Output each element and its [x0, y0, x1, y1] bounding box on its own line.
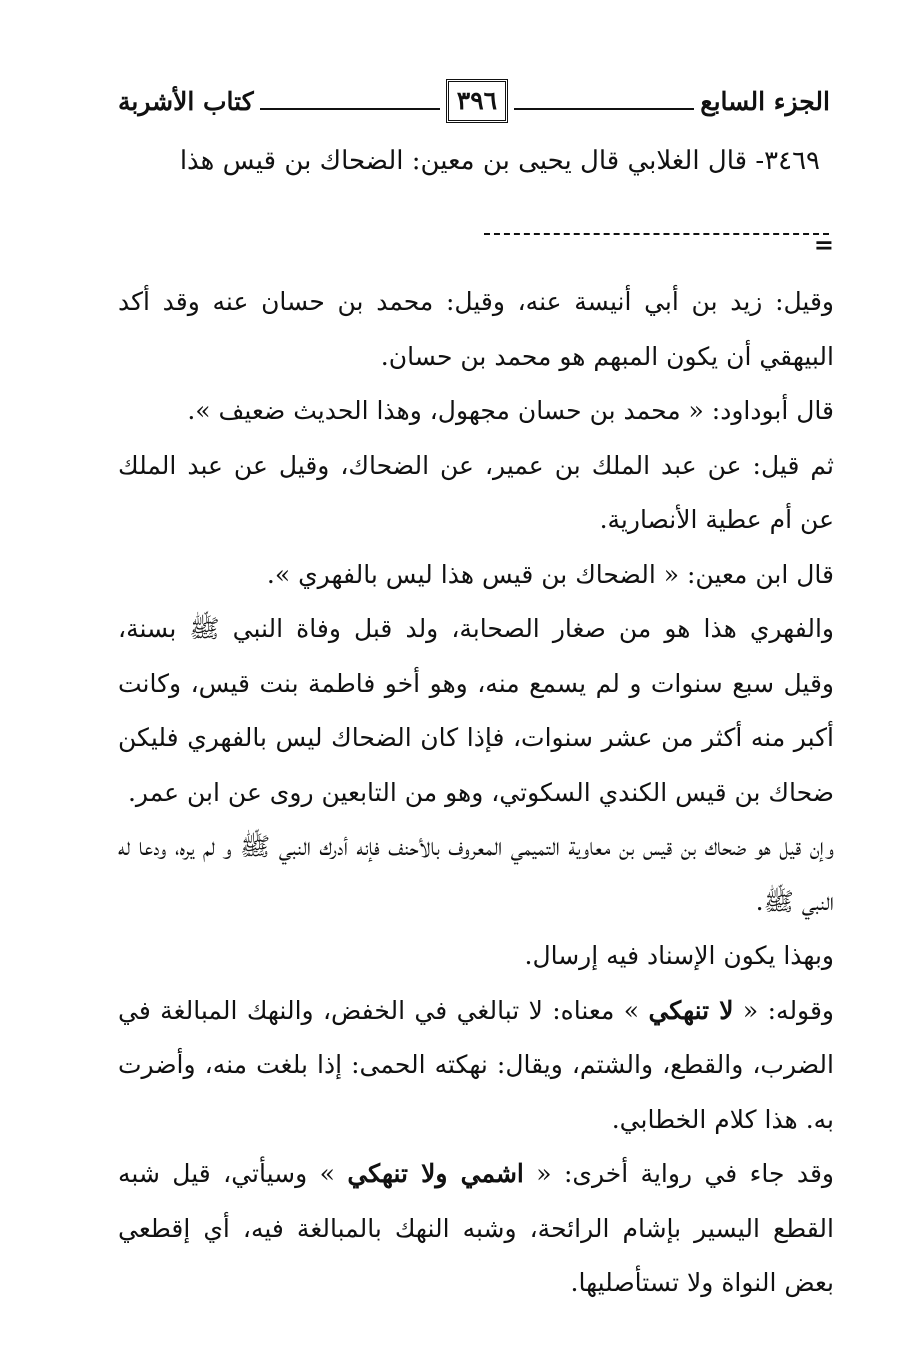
header-rule — [514, 108, 694, 110]
paragraph — [118, 984, 834, 1148]
book-label: كتاب الأشربة — [117, 86, 254, 116]
paragraph: والفهري هذا هو من صغار الصحابة، ولد قبل وفاة النبي ﷺ بسنة، وقيل سبع سنوات و لم يسمع منه، وهو أخو فاطمة بنت قيس، وكانت أكبر منه أكثر من عشر سنوات، فإذا كان الضحاك ليس بالفهري فليكن ضحاك بن قيس الكندي السكوتي، وهو من التابعين روى عن ابن عمر. — [118, 614, 834, 807]
part-label: الجزء السابع — [700, 86, 830, 116]
paragraph-suffix: » وسيأتي، قيل شبه القطع اليسير بإشام الرائحة، وشبه النهك بالمبالغة فيه، أي إقطعي بعض النواة ولا تستأصليها. — [118, 1159, 834, 1297]
paragraph — [118, 1147, 834, 1311]
paragraph: وإن قيل هو ضحاك بن قيس بن معاوية التميمي المعروف بالأحنف فإنه أدرك النبي ﷺ و لم يره، ودعا له النبي ﷺ. — [118, 832, 834, 916]
running-header — [118, 78, 830, 124]
footnote-separator — [484, 215, 834, 259]
footnote-line: ٣٤٦٩- قال الغلابي قال يحيى بن معين: الضحاك بن قيس هذا — [179, 146, 820, 176]
paragraph: وقيل: زيد بن أبي أنيسة عنه، وقيل: محمد بن حسان عنه وقد أكد البيهقي أن يكون المبهم هو محمد بن حسان. — [118, 287, 834, 371]
paragraph-prefix: وقوله: « — [733, 995, 834, 1025]
continuation-mark: = — [813, 230, 834, 259]
dashed-rule — [484, 233, 829, 235]
hadith-term: اشمي ولا تنهكي — [347, 1159, 524, 1188]
page-number: ٣٩٦ — [446, 79, 508, 123]
header-rule — [260, 108, 440, 110]
paragraph: وبهذا يكون الإسناد فيه إرسال. — [524, 941, 834, 970]
paragraph-suffix: » معناه: لا تبالغي في الخفض، والنهك المبالغة في الضرب، والقطع، والشتم، ويقال: نهكته الحمى: إذا بلغت منه، وأضرت به. هذا كلام الخطابي. — [118, 995, 834, 1134]
paragraph: قال ابن معين: « الضحاك بن قيس هذا ليس بالفهري ». — [266, 559, 834, 589]
paragraph-prefix: وقد جاء في رواية أخرى: « — [523, 1159, 835, 1188]
hadith-term: لا تنهكي — [648, 995, 734, 1025]
paragraph: قال أبوداود: « محمد بن حسان مجهول، وهذا الحديث ضعيف ». — [187, 396, 834, 425]
paragraph: ثم قيل: عن عبد الملك بن عمير، عن الضحاك، وقيل عن عبد الملك عن أم عطية الأنصارية. — [118, 450, 834, 534]
body-text — [118, 275, 834, 1311]
